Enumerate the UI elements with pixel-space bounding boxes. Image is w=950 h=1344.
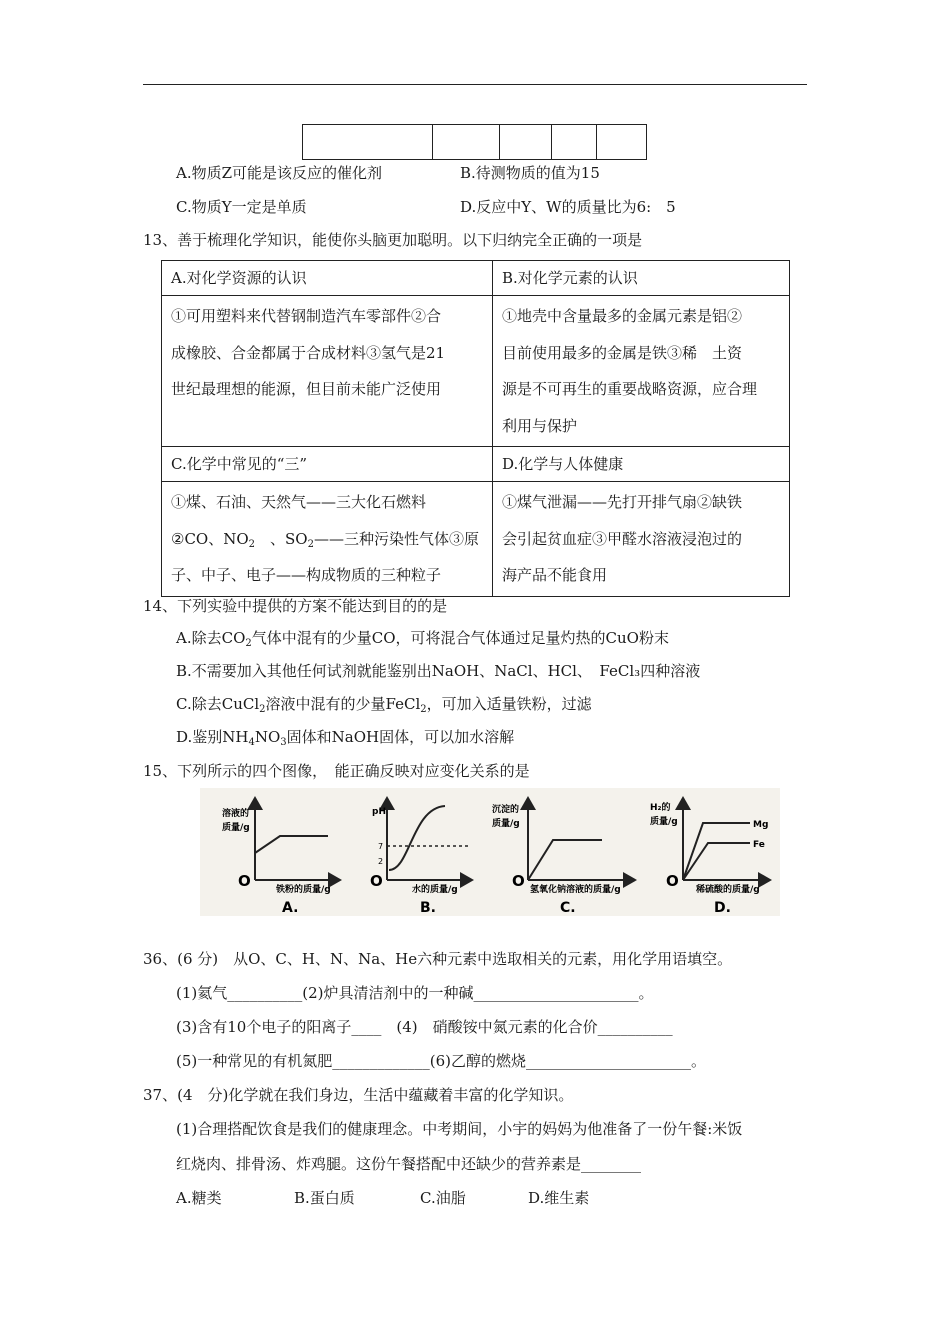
table-cell xyxy=(500,125,552,160)
q14-option-d xyxy=(176,726,514,747)
q12-option-d: D.反应中Y、W的质量比为6: 5 xyxy=(460,198,676,216)
q12-option-a: A.物质Z可能是该反应的催化剂 xyxy=(176,164,383,182)
text: ，可加入适量铁粉，过滤 xyxy=(426,695,592,713)
graph-d-letter: D. xyxy=(714,900,731,916)
q36-line1: (1)氦气__________(2)炉具清洁剂中的一种碱______________________。 xyxy=(176,984,654,1002)
q37-line1: (1)合理搭配饮食是我们的健康理念。中考期间，小宇的妈妈为他准备了一份午餐:米饭 xyxy=(176,1120,743,1138)
header-rule xyxy=(143,84,807,85)
graph-c xyxy=(492,798,635,916)
q13-d-line: 海产品不能食用 xyxy=(502,566,608,584)
text: 固体和NaOH固体，可以加水溶解 xyxy=(286,728,515,746)
table-cell xyxy=(433,125,500,160)
subscript: 2 xyxy=(245,638,252,649)
text: C.除去CuCl xyxy=(176,695,260,713)
table-cell xyxy=(597,125,647,160)
text: ②CO、NO xyxy=(171,529,249,548)
q13-c-line: 子、中子、电子——构成物质的三种粒子 xyxy=(171,566,442,584)
graph-b-letter: B. xyxy=(420,900,436,916)
graph-d-origin: O xyxy=(666,872,679,890)
subscript: 3 xyxy=(280,737,287,748)
q14-option-a xyxy=(176,627,669,648)
q12-data-table xyxy=(302,124,647,160)
graph-b-xlabel: 水的质量/g xyxy=(412,885,458,895)
graph-c-curve xyxy=(528,840,602,880)
q13-c-title: C.化学中常见的“三” xyxy=(162,447,493,482)
graph-d xyxy=(650,798,770,916)
graph-c-ylabel1: 沉淀的 xyxy=(492,805,520,815)
q13-b-line: 源是不可再生的重要战略资源，应合理 xyxy=(502,380,758,398)
text: 溶液中混有的少量FeCl xyxy=(265,695,421,713)
q37-stem: 37、(4 分)化学就在我们身边，生活中蕴藏着丰富的化学知识。 xyxy=(143,1086,574,1104)
q13-b-line: 目前使用最多的金属是铁③稀 土资 xyxy=(502,343,743,362)
q12-option-c: C.物质Y一定是单质 xyxy=(176,198,307,216)
q13-d-line: ①煤气泄漏——先打开排气扇②缺铁 xyxy=(502,493,743,511)
graph-c-ylabel2: 质量/g xyxy=(492,819,520,829)
q15-graphs xyxy=(200,788,780,916)
graph-a-ylabel1: 溶液的 xyxy=(222,809,250,819)
q13-c-line xyxy=(171,521,483,558)
q13-c-line: ①煤、石油、天然气——三大化石燃料 xyxy=(171,493,427,511)
q14-stem: 14、下列实验中提供的方案不能达到目的的是 xyxy=(143,597,448,615)
q13-b-title: B.对化学元素的认识 xyxy=(493,261,790,296)
graph-d-ylabel2: 质量/g xyxy=(650,817,678,827)
q13-d-title: D.化学与人体健康 xyxy=(493,447,790,482)
q13-a-line: 世纪最理想的能源，但目前未能广泛使用 xyxy=(171,380,442,398)
q37-line2: 红烧肉、排骨汤、炸鸡腿。这份午餐搭配中还缺少的营养素是________ xyxy=(176,1155,642,1173)
q13-a-title: A.对化学资源的认识 xyxy=(162,261,493,296)
q12-option-b: B.待测物质的值为15 xyxy=(460,164,600,182)
graph-b xyxy=(370,798,472,916)
q13-a-line: ①可用塑料来代替钢制造汽车零部件②合 xyxy=(171,307,442,325)
q13-c-body xyxy=(162,482,493,597)
graph-d-fe-label: Fe xyxy=(753,840,765,850)
graph-a xyxy=(222,798,340,916)
graph-c-letter: C. xyxy=(560,900,576,916)
graph-b-ylabel: pH xyxy=(372,807,386,817)
table-cell xyxy=(303,125,433,160)
text: A.除去CO xyxy=(176,629,246,647)
subscript: 2 xyxy=(259,704,266,715)
graph-a-curve xyxy=(255,836,328,853)
q13-d-body xyxy=(493,482,790,597)
subscript: 2 xyxy=(307,538,314,550)
table-cell xyxy=(552,125,597,160)
q36-stem: 36、(6 分) 从O、C、H、N、Na、He六种元素中选取相关的元素，用化学用语填空。 xyxy=(143,950,733,968)
q37-option-b: B.蛋白质 xyxy=(294,1189,355,1207)
text: ——三种污染性气体③原 xyxy=(313,529,479,548)
q14-option-b: B.不需要加入其他任何试剂就能鉴别出NaOH、NaCl、HCl、 FeCl₃四种溶液 xyxy=(176,662,701,680)
q13-a-body xyxy=(162,296,493,447)
q13-b-line: 利用与保护 xyxy=(502,416,578,435)
q13-b-line: ①地壳中含量最多的金属元素是铝② xyxy=(502,307,743,325)
graph-b-tick7: 7 xyxy=(378,842,384,851)
graph-a-ylabel2: 质量/g xyxy=(222,823,250,833)
graph-a-origin: O xyxy=(238,872,251,890)
text: 气体中混有的少量CO，可将混合气体通过足量灼热的CuO粉末 xyxy=(251,629,669,647)
q15-graphs-svg xyxy=(200,788,780,916)
q13-stem: 13、善于梳理化学知识，能使你头脑更加聪明。以下归纳完全正确的一项是 xyxy=(143,231,643,249)
graph-d-mg-label: Mg xyxy=(753,820,769,830)
q15-stem: 15、下列所示的四个图像， 能正确反映对应变化关系的是 xyxy=(143,762,530,780)
subscript: 2 xyxy=(248,538,256,550)
graph-a-letter: A. xyxy=(282,900,299,916)
text: NO xyxy=(254,728,281,746)
graph-b-tick2: 2 xyxy=(378,857,384,866)
graph-c-xlabel: 氢氧化钠溶液的质量/g xyxy=(530,885,621,895)
graph-a-xlabel: 铁粉的质量/g xyxy=(276,885,331,895)
subscript: 2 xyxy=(420,704,427,715)
q36-line2: (3)含有10个电子的阳离子____ (4) 硝酸铵中氮元素的化合价__________ xyxy=(176,1018,673,1036)
q14-option-c xyxy=(176,693,592,714)
q13-a-line: 成橡胶、合金都属于合成材料③氢气是21 xyxy=(171,343,446,362)
text: 、SO xyxy=(255,529,308,548)
q13-b-body xyxy=(493,296,790,447)
graph-b-curve xyxy=(389,806,445,870)
graph-d-curve-mg xyxy=(683,823,750,880)
q37-option-c: C.油脂 xyxy=(420,1189,466,1207)
q37-option-a: A.糖类 xyxy=(176,1189,222,1207)
q36-line3: (5)一种常见的有机氮肥_____________(6)乙醇的燃烧______________________。 xyxy=(176,1052,706,1070)
q37-option-d: D.维生素 xyxy=(528,1189,590,1207)
subscript: 4 xyxy=(248,737,255,748)
graph-d-ylabel1: H₂的 xyxy=(650,803,671,813)
graph-b-origin: O xyxy=(370,872,383,890)
text: D.鉴别NH xyxy=(176,728,249,746)
graph-d-xlabel: 稀硫酸的质量/g xyxy=(696,885,760,895)
q13-table xyxy=(161,260,790,597)
graph-c-origin: O xyxy=(512,872,525,890)
q13-d-line: 会引起贫血症③甲醛水溶液浸泡过的 xyxy=(502,529,743,548)
